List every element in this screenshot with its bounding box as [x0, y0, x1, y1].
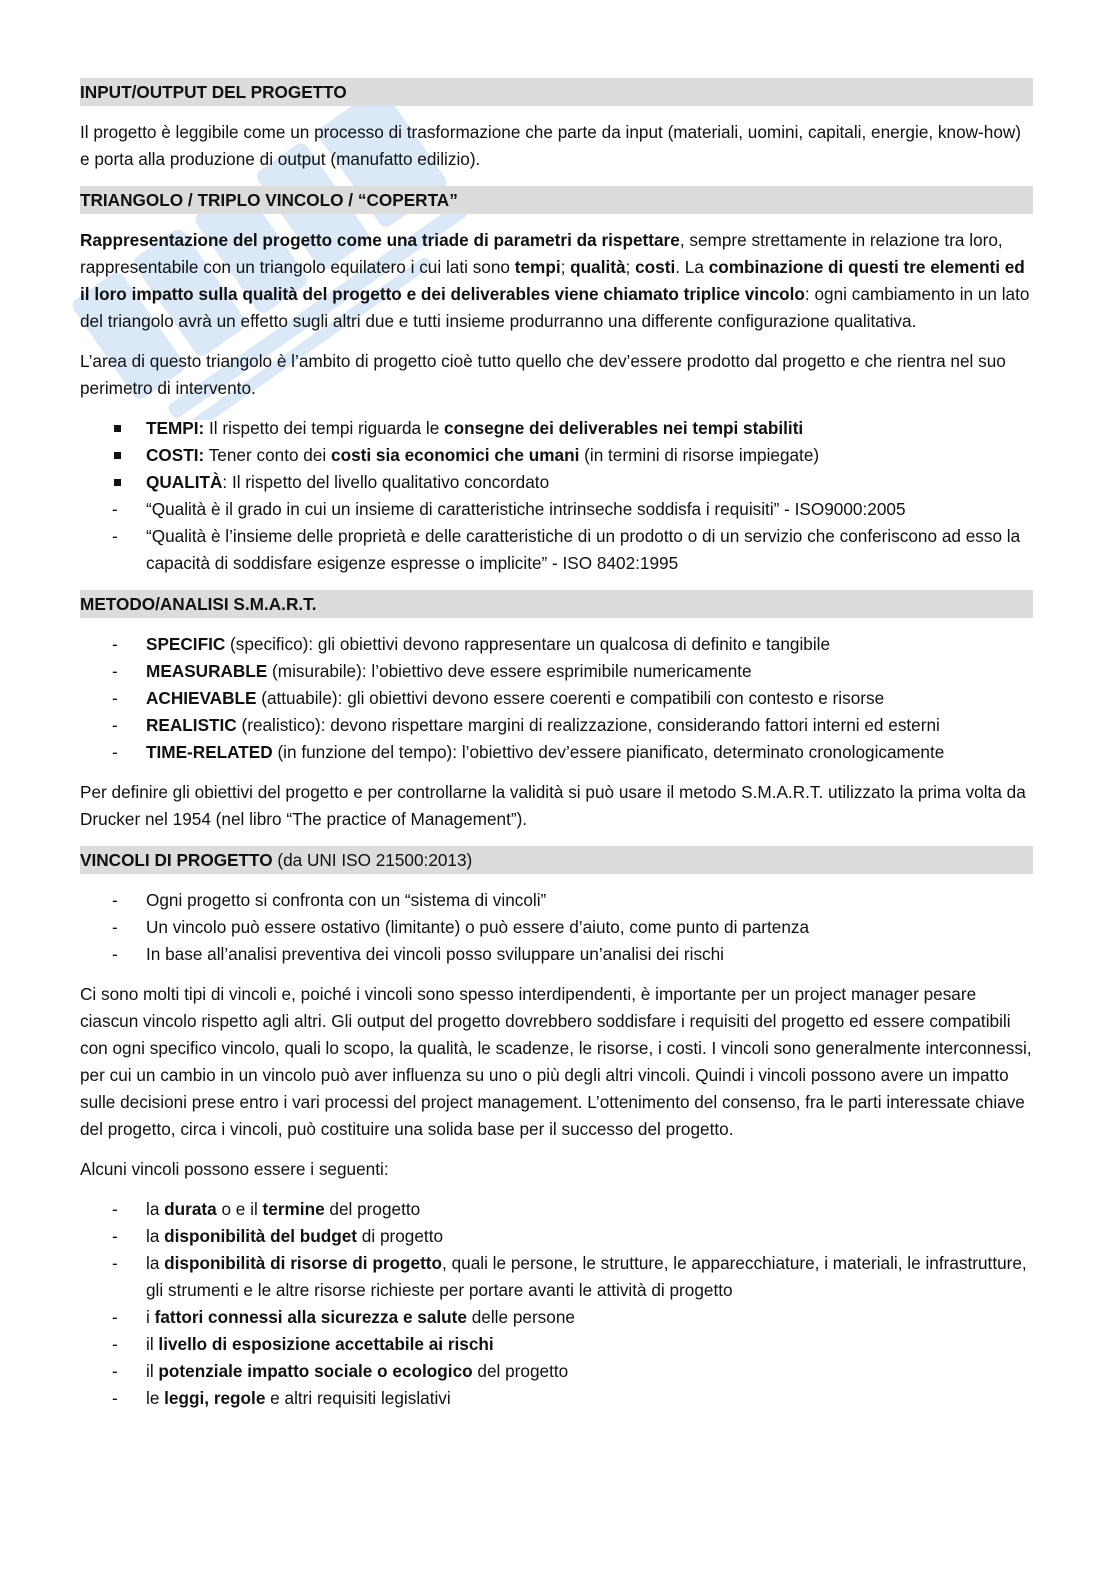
- heading-input-output: INPUT/OUTPUT DEL PROGETTO: [80, 78, 1033, 106]
- list-item: - In base all’analisi preventiva dei vincoli posso sviluppare un’analisi dei rischi: [80, 941, 1033, 968]
- list-item: - Un vincolo può essere ostativo (limitante) o può essere d’aiuto, come punto di partenza: [80, 914, 1033, 941]
- list-item: - la disponibilità del budget di progetto: [80, 1223, 1033, 1250]
- paragraph-input-output: Il progetto è leggibile come un processo di trasformazione che parte da input (materiali, uomini, capitali, energie, know-how) e porta alla produzione di output (manufatto edilizio).: [80, 122, 1022, 169]
- list-item: - la durata o e il termine del progetto: [80, 1196, 1033, 1223]
- list-item: - “Qualità è l’insieme delle proprietà e delle caratteristiche di un prodotto o di un servizio che conferiscono ad esso la capacità di soddisfare esigenze espresse o implicite” - ISO 8402:1995: [80, 523, 1033, 577]
- dash-bullet: -: [112, 634, 118, 654]
- list-item: - ACHIEVABLE (attuabile): gli obiettivi devono essere coerenti e compatibili con contesto e risorse: [80, 685, 1033, 712]
- vincoli-list: [80, 1196, 1033, 1412]
- list-item: - i fattori connessi alla sicurezza e salute delle persone: [80, 1304, 1033, 1331]
- dash-bullet: -: [112, 1334, 118, 1354]
- dash-bullet: -: [112, 661, 118, 681]
- smart-list: [80, 631, 1033, 766]
- dash-bullet: -: [112, 1388, 118, 1408]
- paragraph-alcuni-vincoli: Alcuni vincoli possono essere i seguenti:: [80, 1159, 389, 1179]
- heading-triangolo: TRIANGOLO / TRIPLO VINCOLO / “COPERTA”: [80, 186, 1033, 214]
- dash-bullet: -: [112, 715, 118, 735]
- list-item: - MEASURABLE (misurabile): l’obiettivo deve essere esprimibile numericamente: [80, 658, 1033, 685]
- list-item: COSTI: Tener conto dei costi sia economici che umani (in termini di risorse impiegate): [146, 445, 820, 465]
- dash-bullet: -: [112, 1253, 118, 1273]
- dash-bullet: -: [112, 688, 118, 708]
- dash-bullet: -: [112, 499, 118, 519]
- paragraph-vincoli: Ci sono molti tipi di vincoli e, poiché i vincoli sono spesso interdipendenti, è importante per un project manager pesare ciascun vincolo rispetto agli altri. Gli output del progetto dovrebbero soddisfare i requisiti del progetto ed essere compatibili con ogni specifico vincolo, quali lo scopo, la qualità, le scadenze, le risorse, i costi. I vincoli sono generalmente interconnessi, per cui un cambio in un vincolo può aver influenza su uno o più degli altri vincoli. Quindi i vincoli possono avere un impatto sulle decisioni prese entro i vari processi del project management. L’ottenimento del consenso, fra le parti interessate chiave del progetto, circa i vincoli, può costituire una solida base per il successo del progetto.: [80, 984, 1032, 1139]
- list-item: - Ogni progetto si confronta con un “sistema di vincoli”: [80, 887, 1033, 914]
- list-item: - TIME-RELATED (in funzione del tempo): l’obiettivo dev’essere pianificato, determinato cronologicamente: [80, 739, 1033, 766]
- list-item: QUALITÀ: Il rispetto del livello qualitativo concordato: [146, 472, 550, 492]
- paragraph-area-triangolo: L’area di questo triangolo è l’ambito di progetto cioè tutto quello che dev’essere prodotto dal progetto e che rientra nel suo perimetro di intervento.: [80, 351, 1006, 398]
- dash-bullet: -: [112, 890, 118, 910]
- dash-bullet: -: [112, 1361, 118, 1381]
- paragraph-triangolo: Rappresentazione del progetto come una triade di parametri da rispettare, sempre strettamente in relazione tra loro, rappresentabile con un triangolo equilatero i cui lati sono tempi; qualità; costi. La combinazione di questi tre elementi ed il loro impatto sulla qualità del progetto e dei deliverables viene chiamato triplice vincolo: ogni cambiamento in un lato del triangolo avrà un effetto sugli altri due e tutti insieme produrranno una differente configurazione qualitativa.: [80, 230, 1030, 331]
- triangolo-list: [80, 415, 1033, 577]
- list-item: - la disponibilità di risorse di progetto, quali le persone, le strutture, le apparecchiature, i materiali, le infrastrutture, gli strumenti e le altre risorse richieste per portare avanti le attività di progetto: [80, 1250, 1033, 1304]
- list-item: TEMPI: Il rispetto dei tempi riguarda le consegne dei deliverables nei tempi stabiliti: [146, 418, 804, 438]
- dash-bullet: -: [112, 1307, 118, 1327]
- dash-bullet: -: [112, 526, 118, 546]
- list-item: - REALISTIC (realistico): devono rispettare margini di realizzazione, considerando fattori interni ed esterni: [80, 712, 1033, 739]
- paragraph-smart: Per definire gli obiettivi del progetto e per controllarne la validità si può usare il metodo S.M.A.R.T. utilizzato la prima volta da Drucker nel 1954 (nel libro “The practice of Management”).: [80, 782, 1026, 829]
- list-item: - SPECIFIC (specifico): gli obiettivi devono rappresentare un qualcosa di definito e tangibile: [80, 631, 1033, 658]
- heading-vincoli: VINCOLI DI PROGETTO (da UNI ISO 21500:2013): [80, 846, 1033, 874]
- dash-bullet: -: [112, 742, 118, 762]
- dash-bullet: -: [112, 1226, 118, 1246]
- heading-smart: METODO/ANALISI S.M.A.R.T.: [80, 590, 1033, 618]
- dash-bullet: -: [112, 917, 118, 937]
- list-item: - “Qualità è il grado in cui un insieme di caratteristiche intrinseche soddisfa i requisiti” - ISO9000:2005: [80, 496, 1033, 523]
- dash-bullet: -: [112, 1199, 118, 1219]
- list-item: - il livello di esposizione accettabile ai rischi: [80, 1331, 1033, 1358]
- dash-bullet: -: [112, 944, 118, 964]
- list-item: - le leggi, regole e altri requisiti legislativi: [80, 1385, 1033, 1412]
- vincoli-intro-list: [80, 887, 1033, 968]
- list-item: - il potenziale impatto sociale o ecologico del progetto: [80, 1358, 1033, 1385]
